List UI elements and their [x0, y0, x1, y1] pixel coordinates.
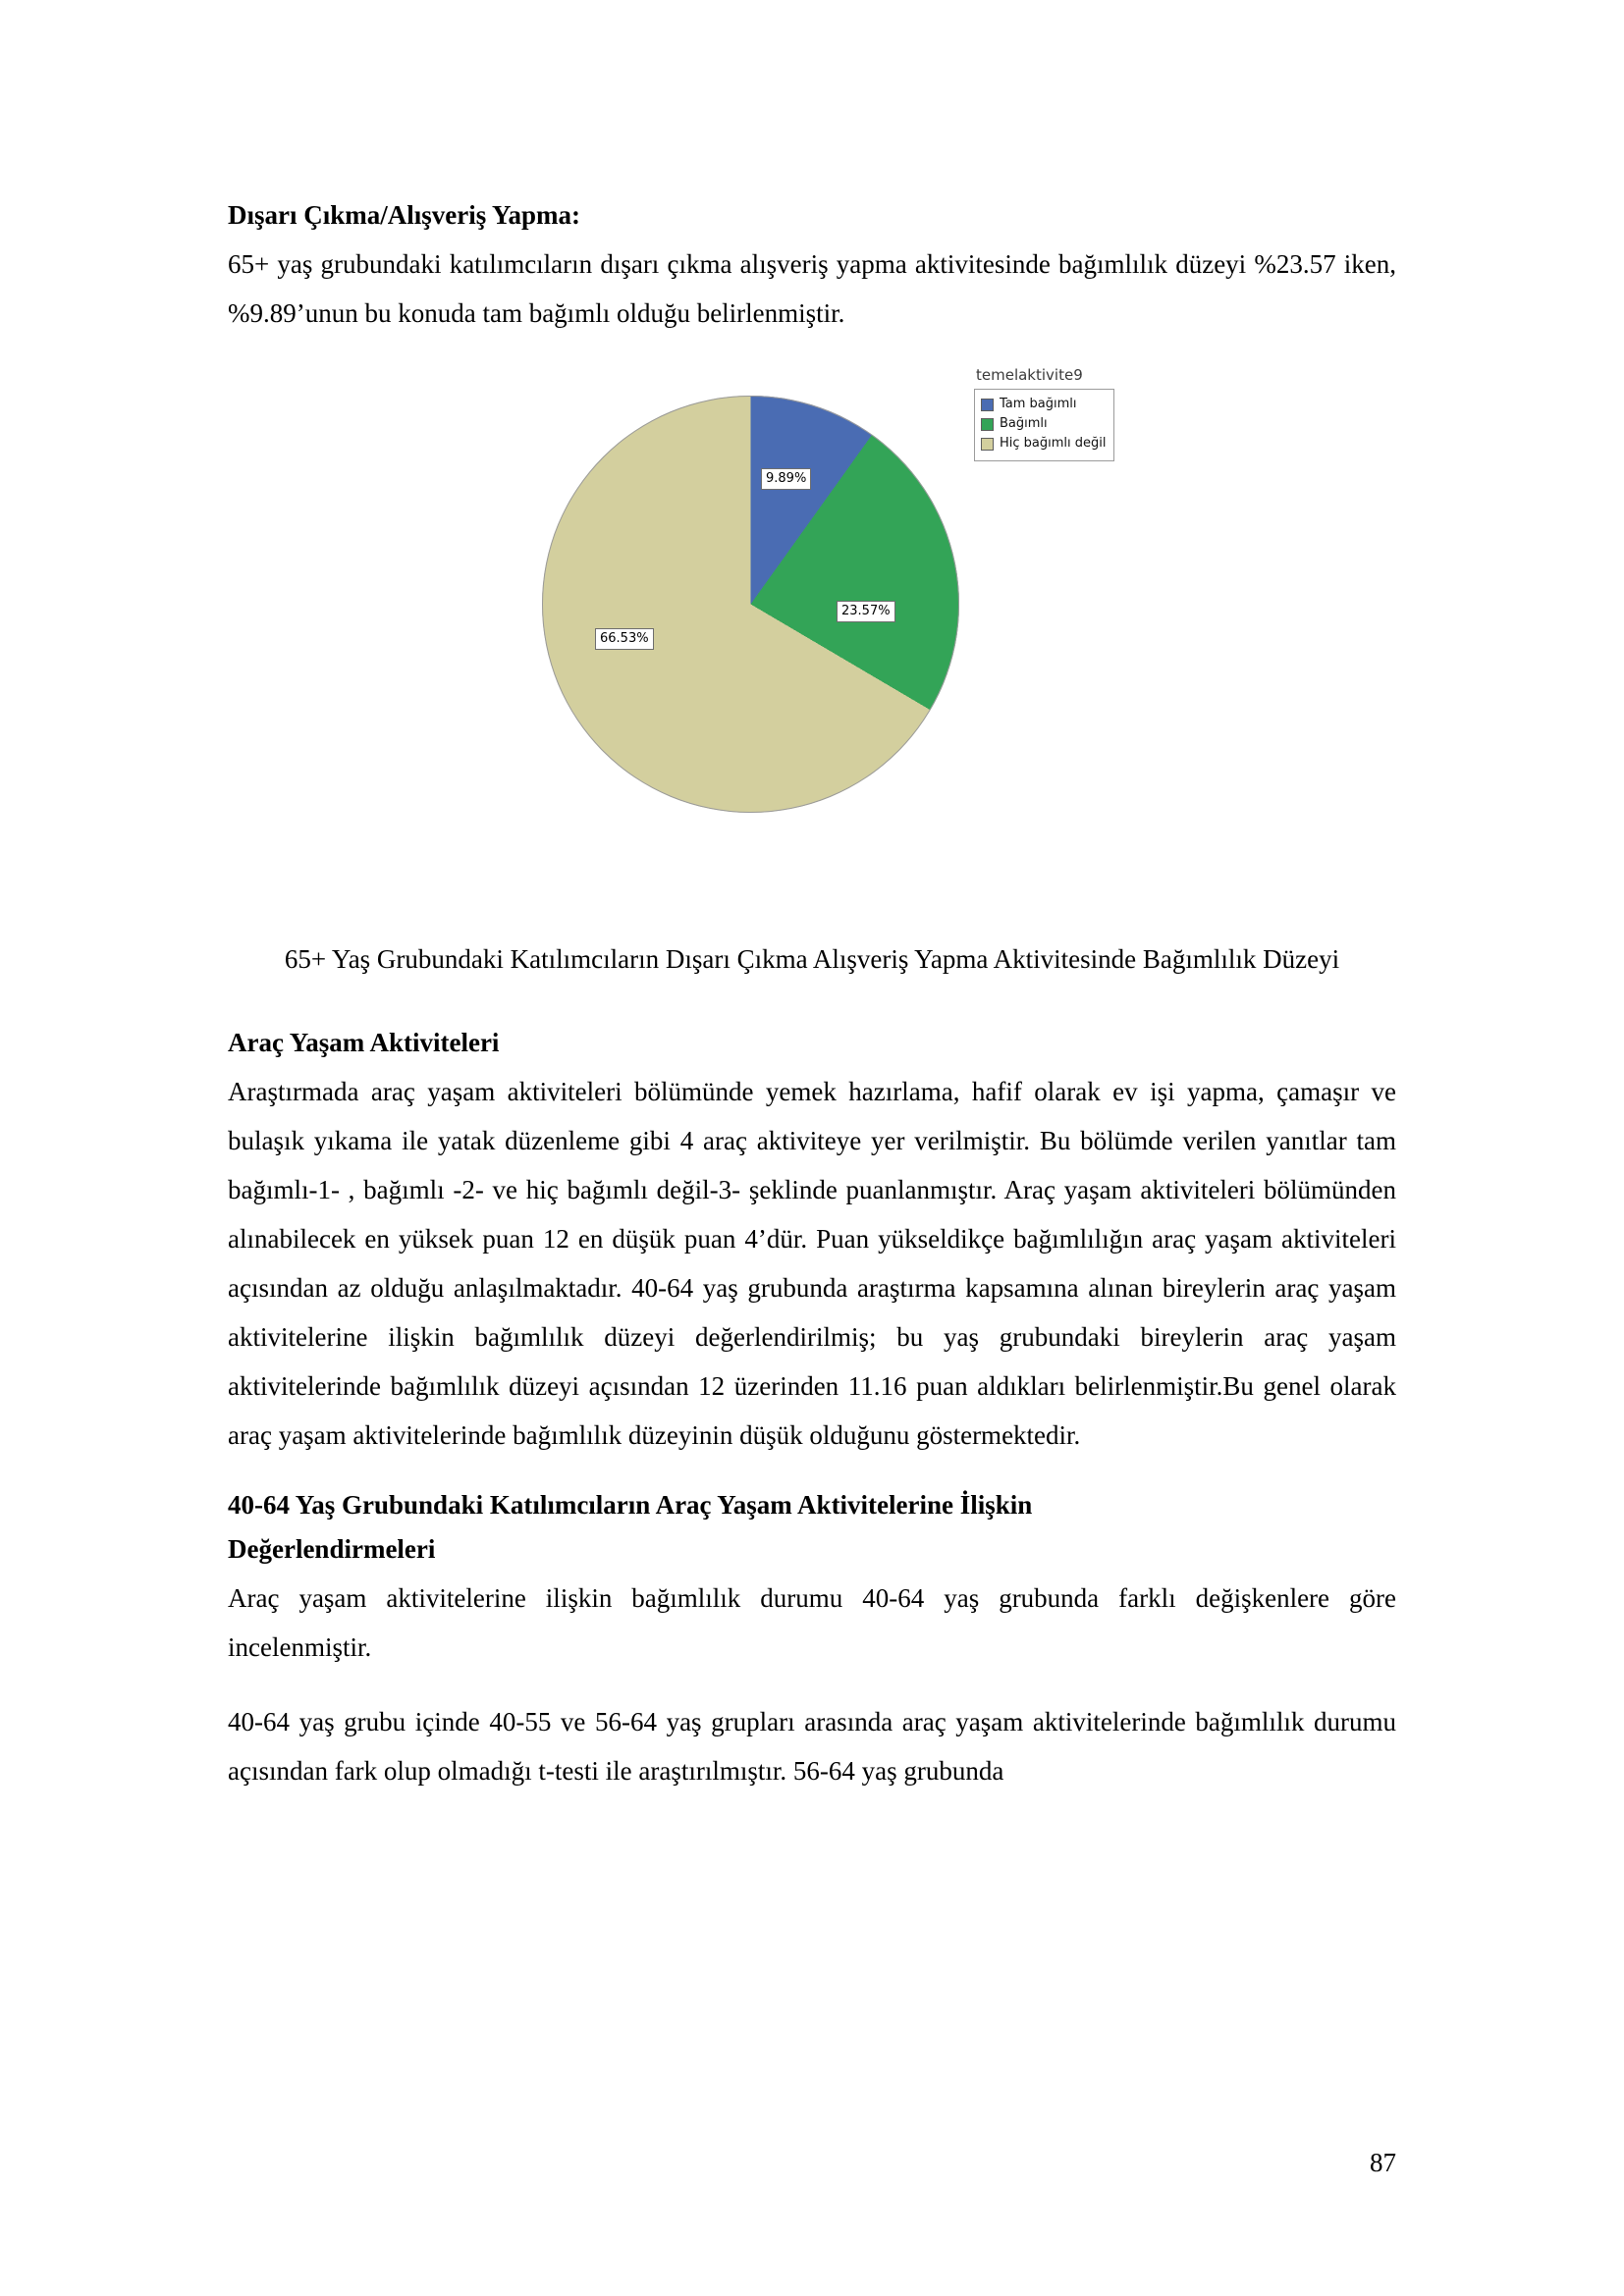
chart-legend: [974, 366, 1190, 461]
figure-caption: 65+ Yaş Grubundaki Katılımcıların Dışarı Çıkma Alışveriş Yapma Aktivitesinde Bağımlılık Düzeyi: [284, 944, 1340, 975]
page-number: 87: [1370, 2148, 1396, 2177]
section-heading-disari-cikma: Dışarı Çıkma/Alışveriş Yapma:: [228, 200, 580, 230]
chart-legend-title: temelaktivite9: [976, 366, 1083, 385]
legend-item-bagimli: [981, 415, 1107, 434]
section-paragraph-4064-second: 40-64 yaş grubu içinde 40-55 ve 56-64 yaş grupları arasında araç yaşam aktivitelerinde bağımlılık durumu açısından fark olup olmadığı t-testi ile araştırılmıştır. 56-64 yaş grubunda: [228, 1706, 1396, 1786]
legend-item-hic-bagimli-degil: [981, 435, 1107, 454]
legend-label-bagimli: Bağımlı: [1000, 415, 1048, 431]
chart-legend-box: [974, 389, 1114, 461]
section-paragraph-disari-cikma: 65+ yaş grubundaki katılımcıların dışarı çıkma alışveriş yapma aktivitesinde bağımlılık düzeyi %23.57 iken, %9.89’unun bu konuda tam bağımlı olduğu belirlenmiştir.: [228, 249, 1396, 329]
page-content: [228, 196, 1396, 1796]
legend-label-tam-bagimli: Tam bağımlı: [1000, 397, 1077, 412]
section-heading-4064-line1: 40-64 Yaş Grubundaki Katılımcıların Araç Yaşam Aktivitelerine İlişkin: [228, 1489, 1033, 1520]
pie-slice-label-hic-bagimli-degil: 66.53%: [595, 628, 654, 650]
pie-chart-figure: [228, 366, 1396, 916]
legend-swatch-icon-hic-bagimli-degil: [981, 438, 994, 451]
legend-swatch-icon-bagimli: [981, 418, 994, 431]
legend-item-tam-bagimli: [981, 396, 1107, 414]
section-heading-arac-yasam: Araç Yaşam Aktiviteleri: [228, 1027, 500, 1057]
pie-chart-plot-area: [513, 386, 964, 877]
pie-chart: [542, 396, 959, 813]
section-heading-4064-line2: Değerlendirmeleri: [228, 1533, 436, 1564]
legend-label-hic-bagimli-degil: Hiç bağımlı değil: [1000, 435, 1107, 451]
pie-slice-label-tam-bagimli: 9.89%: [761, 468, 811, 490]
section-paragraph-arac-yasam: Araştırmada araç yaşam aktiviteleri bölümünde yemek hazırlama, hafif olarak ev işi yapma, çamaşır ve bulaşık yıkama ile yatak düzenleme gibi 4 araç aktiviteye yer verilmiştir. Bu bölümde verilen yanıtlar tam bağımlı-1- , bağımlı -2- ve hiç bağımlı değil-3- şeklinde puanlanmıştır. Araç yaşam aktiviteleri bölümünden alınabilecek en yüksek puan 12 en düşük puan 4’dür. Puan yükseldikçe bağımlılığın araç yaşam aktiviteleri açısından az olduğu anlaşılmaktadır. 40-64 yaş grubunda araştırma kapsamına alınan bireylerin araç yaşam aktivitelerine ilişkin bağımlılık düzeyi değerlendirilmiş; bu yaş grubundaki bireylerin araç yaşam aktivitelerinde bağımlılık düzeyi açısından 12 üzerinden 11.16 puan aldıkları belirlenmiştir.Bu genel olarak araç yaşam aktivitelerinde bağımlılık düzeyinin düşük olduğunu göstermektedir.: [228, 1077, 1396, 1450]
section-paragraph-4064-first: Araç yaşam aktivitelerine ilişkin bağımlılık durumu 40-64 yaş grubunda farklı değişkenlere göre incelenmiştir.: [228, 1582, 1396, 1662]
legend-swatch-icon-tam-bagimli: [981, 399, 994, 411]
pie-slice-label-bagimli: 23.57%: [837, 601, 895, 622]
